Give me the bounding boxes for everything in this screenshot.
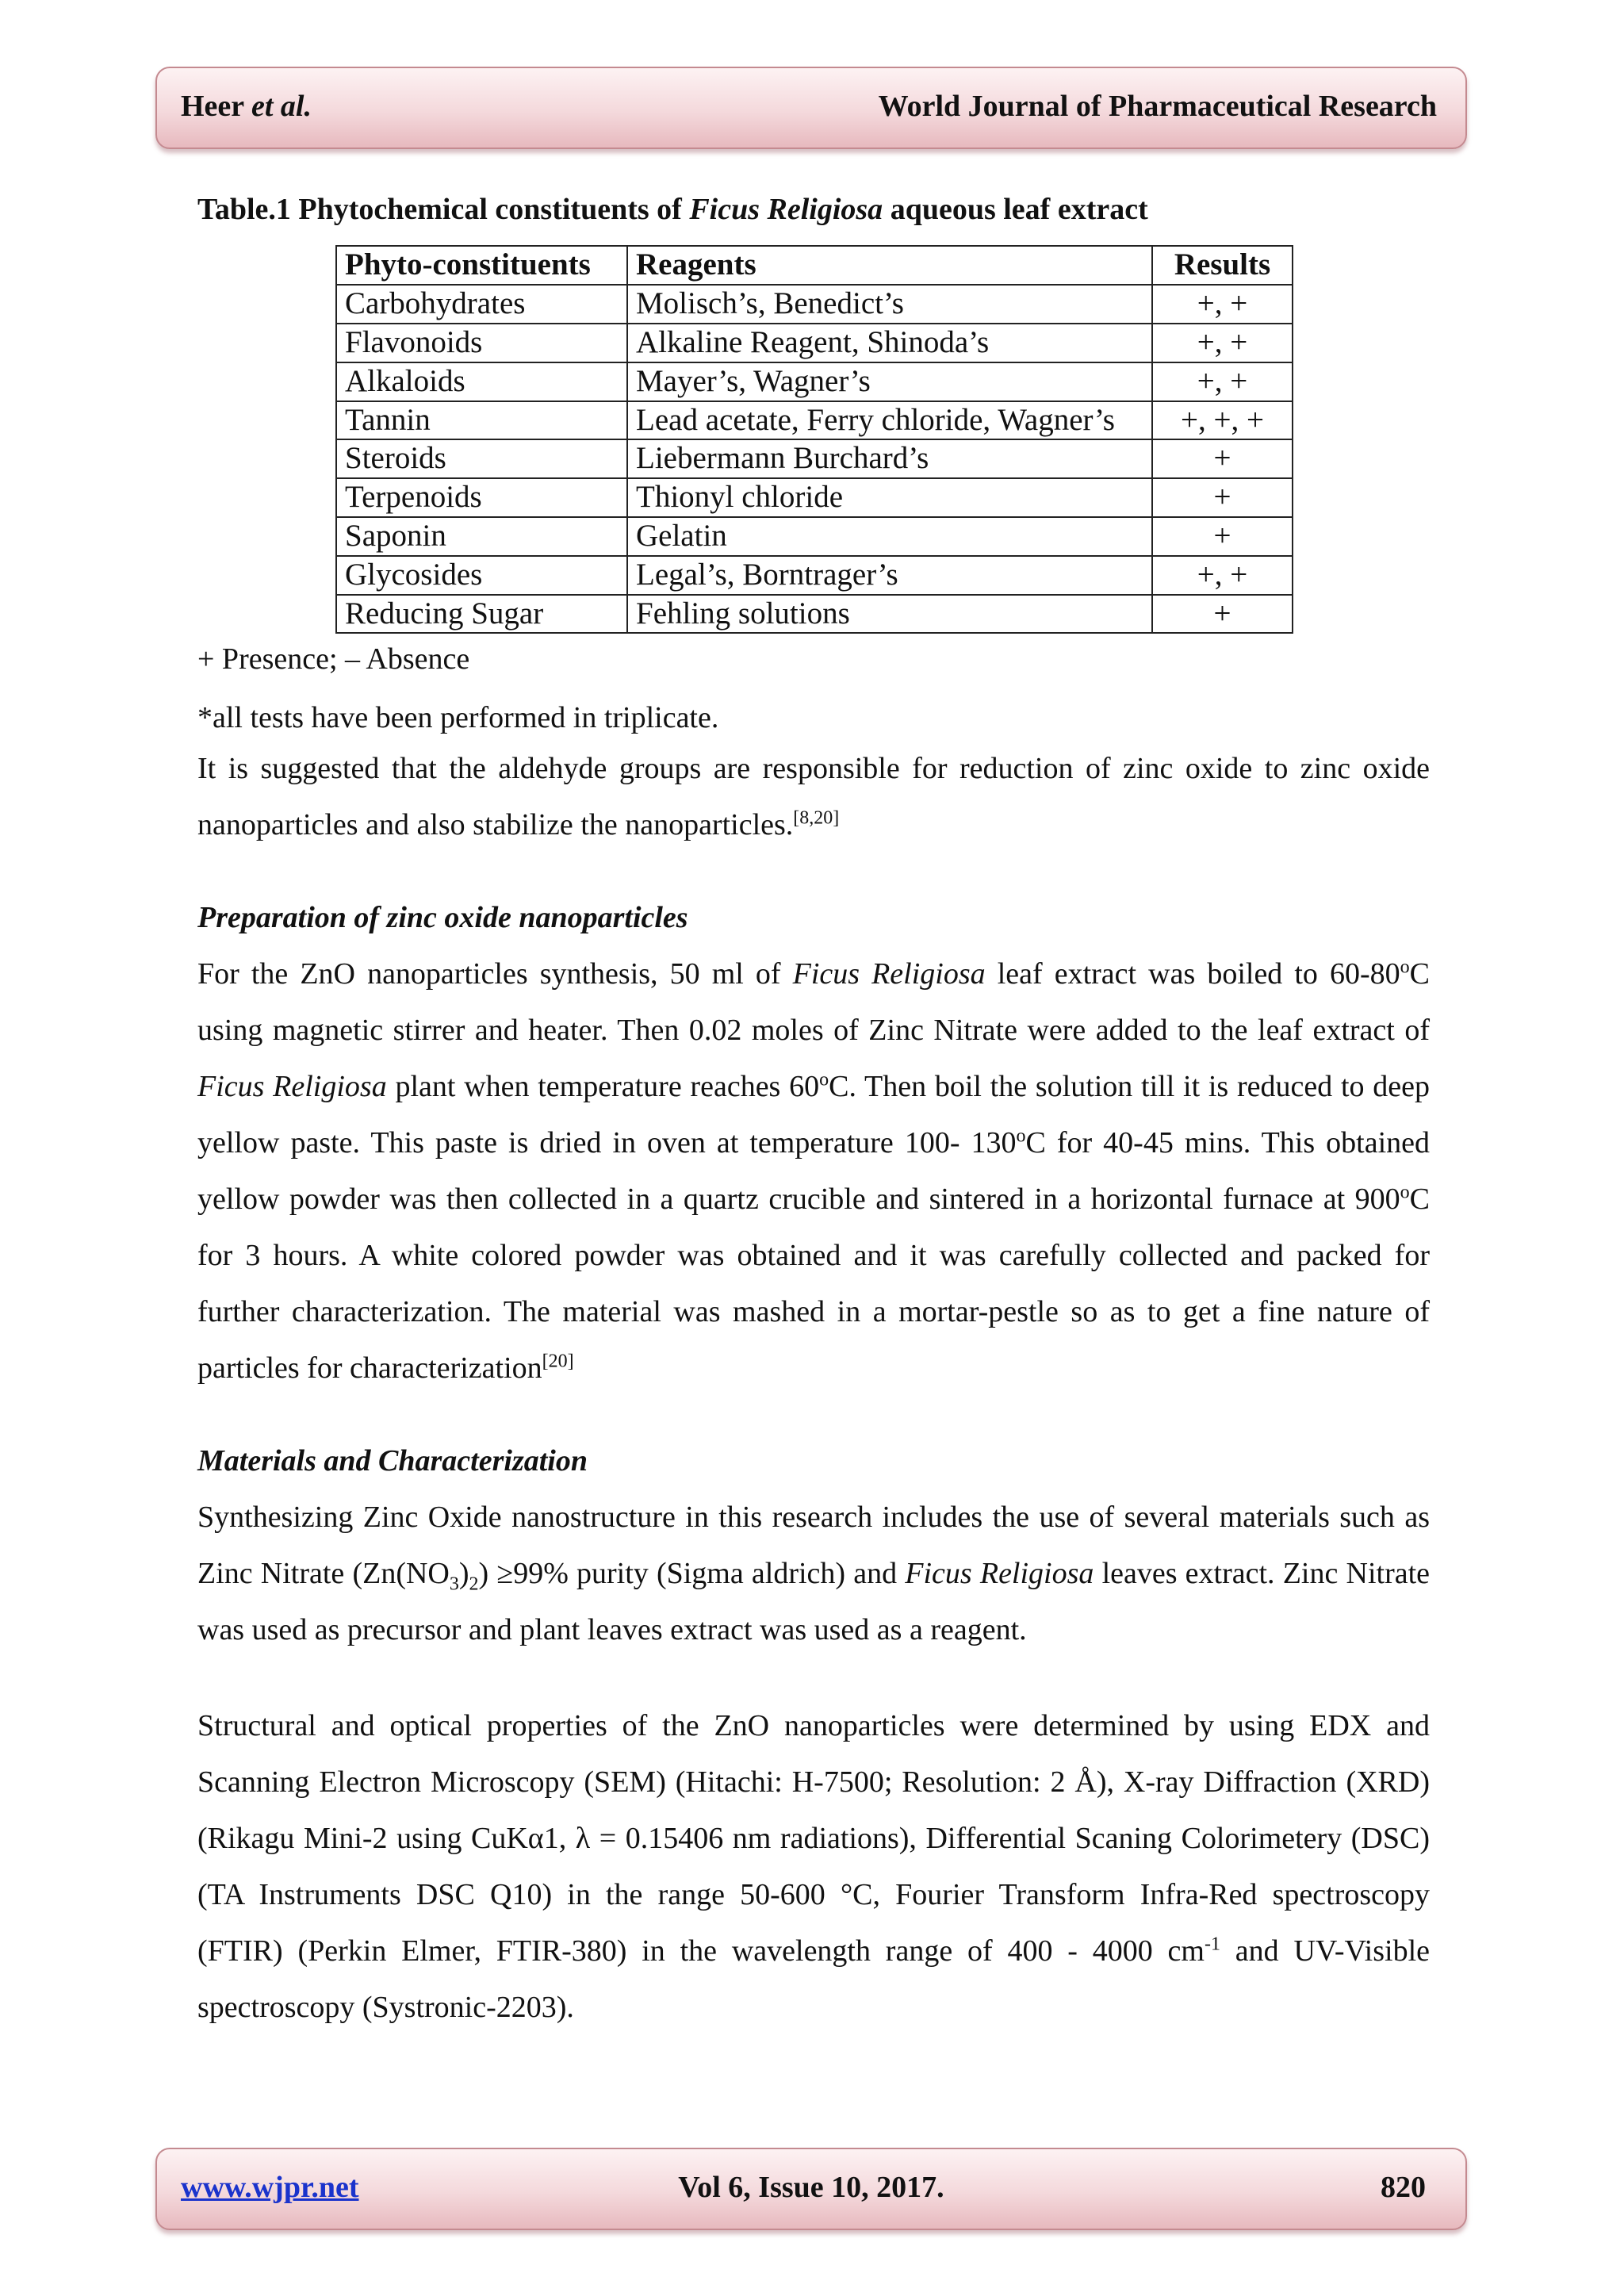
- cell-reagents: Mayer’s, Wagner’s: [627, 362, 1152, 401]
- cell-results: +: [1152, 478, 1293, 517]
- page-footer: [155, 2148, 1467, 2230]
- column-header-results: Results: [1152, 246, 1293, 285]
- page-number: 820: [1381, 2171, 1426, 2204]
- page-content: [197, 190, 1430, 2036]
- cell-constituent: Glycosides: [336, 556, 627, 595]
- header-author: Heer et al.: [181, 90, 312, 123]
- cell-results: +, +: [1152, 285, 1293, 324]
- citation-ref: [20]: [542, 1351, 574, 1372]
- table-legend: + Presence; – Absence: [197, 642, 470, 677]
- cell-constituent: Carbohydrates: [336, 285, 627, 324]
- cell-reagents: Lead acetate, Ferry chloride, Wagner’s: [627, 401, 1152, 440]
- website-link[interactable]: www.wjpr.net: [181, 2171, 359, 2204]
- citation-ref: [8,20]: [793, 807, 840, 829]
- cell-reagents: Alkaline Reagent, Shinoda’s: [627, 324, 1152, 362]
- cell-constituent: Saponin: [336, 517, 627, 556]
- table-note: *all tests have been performed in triplicate.: [197, 700, 719, 734]
- cell-results: +, +: [1152, 324, 1293, 362]
- table-row: [336, 324, 1293, 362]
- cell-constituent: Steroids: [336, 439, 627, 478]
- cell-results: +: [1152, 439, 1293, 478]
- header-journal-title: World Journal of Pharmaceutical Research: [878, 90, 1437, 123]
- table-row: [336, 595, 1293, 634]
- cell-results: +, +, +: [1152, 401, 1293, 440]
- table-header-row: [336, 246, 1293, 285]
- table-row: [336, 556, 1293, 595]
- volume-issue: Vol 6, Issue 10, 2017.: [678, 2171, 944, 2204]
- cell-constituent: Terpenoids: [336, 478, 627, 517]
- cell-reagents: Gelatin: [627, 517, 1152, 556]
- table-row: [336, 478, 1293, 517]
- table-row: [336, 285, 1293, 324]
- column-header-reagents: Reagents: [627, 246, 1152, 285]
- column-header-constituents: Phyto-constituents: [336, 246, 627, 285]
- cell-reagents: Molisch’s, Benedict’s: [627, 285, 1152, 324]
- table-row: [336, 517, 1293, 556]
- cell-results: +: [1152, 595, 1293, 634]
- cell-reagents: Fehling solutions: [627, 595, 1152, 634]
- table-row: [336, 401, 1293, 440]
- cell-reagents: Liebermann Burchard’s: [627, 439, 1152, 478]
- cell-constituent: Flavonoids: [336, 324, 627, 362]
- cell-results: +, +: [1152, 556, 1293, 595]
- paragraph-preparation: For the ZnO nanoparticles synthesis, 50 ml of Ficus Religiosa leaf extract was boiled to 60-80$^o$C using magnetic stirrer and heater. Then 0.02 moles of Zinc Nitrate were added to the leaf extract of Ficus Religiosa plant when temperature reaches 60$^o$C. Then boil the solution till it is reduced to deep yellow paste. This paste is dried in oven at temperature 100- 130$^o$C for 40-45 mins. This obtained yellow powder was then collected in a quartz crucible and sintered in a horizontal furnace at 900$^o$C for 3 hours. A white colored powder was obtained and it was carefully collected and packed for further characterization. The material was mashed in a mortar-pestle so as to get a fine nature of particles for characterization[20]: [197, 956, 1431, 1386]
- section-heading-preparation: Preparation of zinc oxide nanoparticles: [197, 901, 688, 935]
- table-row: [336, 362, 1293, 401]
- table-row: [336, 439, 1293, 478]
- paragraph-materials: Synthesizing Zinc Oxide nanostructure in this research includes the use of several materials such as Zinc Nitrate $(Zn(NO_3)_2) \ge 99\%$ purity (Sigma aldrich) and Ficus Religiosa leaves extract. Zinc Nitrate was used as precursor and plant leaves extract was used as a reagent.: [197, 1501, 1431, 1647]
- cell-constituent: Tannin: [336, 401, 627, 440]
- cell-results: +, +: [1152, 362, 1293, 401]
- cell-reagents: Thionyl chloride: [627, 478, 1152, 517]
- cell-reagents: Legal’s, Borntrager’s: [627, 556, 1152, 595]
- phytochemical-table: [335, 245, 1293, 634]
- paragraph-aldehyde: It is suggested that the aldehyde groups are responsible for reduction of zinc oxide to zinc oxide nanoparticles and also stabilize the nanoparticles.[8,20]: [197, 752, 1430, 842]
- cell-constituent: Alkaloids: [336, 362, 627, 401]
- table-caption: Table.1 Phytochemical constituents of Ficus Religiosa aqueous leaf extract: [197, 193, 1148, 226]
- section-heading-materials: Materials and Characterization: [197, 1444, 588, 1478]
- cell-constituent: Reducing Sugar: [336, 595, 627, 634]
- page-header: [155, 67, 1467, 149]
- paragraph-characterization: Structural and optical properties of the ZnO nanoparticles were determined by using EDX and Scanning Electron Microscopy (SEM) (Hitachi: H-7500; Resolution: 2 Å), X-ray Diffraction (XRD) (Rikagu Mini-2 using CuKα1, λ = 0.15406 nm radiations), Differential Scaning Colorimetery (DSC) (TA Instruments DSC Q10) in the range 50-600 °C, Fourier Transform Infra-Red spectroscopy (FTIR) (Perkin Elmer, FTIR-380) in the wavelength range of 400 - 4000 $cm^{-1}$ and UV-Visible spectroscopy (Systronic-2203).: [197, 1709, 1430, 2025]
- cell-results: +: [1152, 517, 1293, 556]
